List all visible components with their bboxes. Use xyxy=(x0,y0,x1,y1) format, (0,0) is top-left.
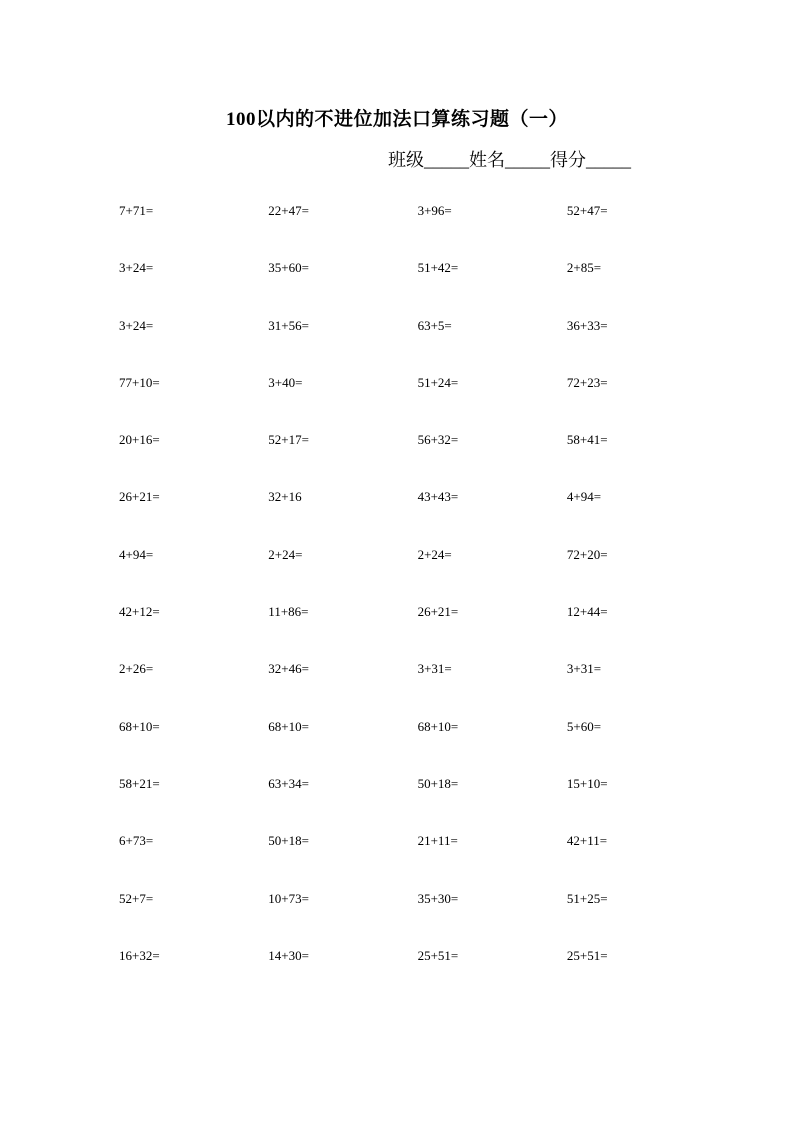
problem-row xyxy=(119,775,719,832)
arithmetic-problem: 52+7= xyxy=(119,890,154,906)
arithmetic-problem: 25+51= xyxy=(566,947,608,963)
arithmetic-problem: 42+12= xyxy=(119,604,160,620)
arithmetic-problem: 4+94= xyxy=(566,489,602,505)
arithmetic-problem: 52+17= xyxy=(268,432,309,448)
arithmetic-problem: 2+85= xyxy=(566,260,602,276)
arithmetic-problem: 77+10= xyxy=(119,374,160,390)
problem-row xyxy=(119,259,719,316)
arithmetic-problem: 16+32= xyxy=(119,947,160,963)
arithmetic-problem: 3+31= xyxy=(417,661,452,677)
arithmetic-problem: 35+30= xyxy=(417,890,459,906)
arithmetic-problem: 15+10= xyxy=(566,775,608,791)
problem-row xyxy=(119,947,719,1004)
arithmetic-problem: 50+18= xyxy=(268,833,309,849)
student-info-line: 班级_____姓名_____得分_____ xyxy=(388,150,631,170)
arithmetic-problem: 12+44= xyxy=(566,604,608,620)
arithmetic-problem: 2+26= xyxy=(119,661,154,677)
arithmetic-problem: 3+40= xyxy=(268,374,303,390)
arithmetic-problem: 72+20= xyxy=(566,546,608,562)
problem-row xyxy=(119,718,719,775)
arithmetic-problem: 7+71= xyxy=(119,203,154,218)
arithmetic-problem: 22+47= xyxy=(268,203,309,218)
problem-row xyxy=(119,374,719,431)
problem-row xyxy=(119,660,719,717)
problem-row xyxy=(119,488,719,545)
arithmetic-problem: 26+21= xyxy=(119,489,160,505)
arithmetic-problem: 58+21= xyxy=(119,775,160,791)
arithmetic-problem: 68+10= xyxy=(119,718,160,734)
arithmetic-problem: 68+10= xyxy=(268,718,309,734)
problem-row xyxy=(119,546,719,603)
arithmetic-problem: 3+31= xyxy=(566,661,602,677)
arithmetic-problem: 35+60= xyxy=(268,260,309,276)
arithmetic-problem: 58+41= xyxy=(566,432,608,448)
arithmetic-problem: 10+73= xyxy=(268,890,309,906)
page-title: 100以内的不进位加法口算练习题（一） xyxy=(225,109,568,130)
arithmetic-problem: 31+56= xyxy=(268,317,309,333)
arithmetic-problem: 43+43= xyxy=(417,489,459,505)
arithmetic-problem: 4+94= xyxy=(119,546,154,562)
arithmetic-problem: 51+25= xyxy=(566,890,608,906)
arithmetic-problem: 51+42= xyxy=(417,260,459,276)
arithmetic-problem: 5+60= xyxy=(566,718,602,734)
arithmetic-problem: 42+11= xyxy=(566,833,608,849)
arithmetic-problem: 63+5= xyxy=(417,317,452,333)
arithmetic-problem: 25+51= xyxy=(417,947,459,963)
arithmetic-problem: 11+86= xyxy=(268,604,309,620)
arithmetic-problem: 3+24= xyxy=(119,317,154,333)
arithmetic-problem: 72+23= xyxy=(566,374,608,390)
arithmetic-problem: 56+32= xyxy=(417,432,459,448)
arithmetic-problem: 3+24= xyxy=(119,260,154,276)
arithmetic-problem: 50+18= xyxy=(417,775,459,791)
arithmetic-problem: 68+10= xyxy=(417,718,459,734)
problem-row xyxy=(119,603,719,660)
arithmetic-problem: 2+24= xyxy=(268,546,303,562)
arithmetic-problem: 51+24= xyxy=(417,374,459,390)
problem-grid xyxy=(119,202,719,1004)
problem-row xyxy=(119,890,719,947)
arithmetic-problem: 32+16 xyxy=(268,489,302,505)
arithmetic-problem: 36+33= xyxy=(566,317,608,333)
problem-row xyxy=(119,202,719,259)
arithmetic-problem: 6+73= xyxy=(119,833,154,849)
arithmetic-problem: 2+24= xyxy=(417,546,452,562)
problem-row xyxy=(119,431,719,488)
problem-row xyxy=(119,832,719,889)
arithmetic-problem: 3+96= xyxy=(417,203,452,218)
arithmetic-problem: 21+11= xyxy=(417,833,458,849)
arithmetic-problem: 14+30= xyxy=(268,947,309,963)
problem-row xyxy=(119,317,719,374)
arithmetic-problem: 26+21= xyxy=(417,604,459,620)
arithmetic-problem: 63+34= xyxy=(268,775,309,791)
arithmetic-problem: 52+47= xyxy=(566,203,608,218)
arithmetic-problem: 20+16= xyxy=(119,432,160,448)
arithmetic-problem: 32+46= xyxy=(268,661,309,677)
